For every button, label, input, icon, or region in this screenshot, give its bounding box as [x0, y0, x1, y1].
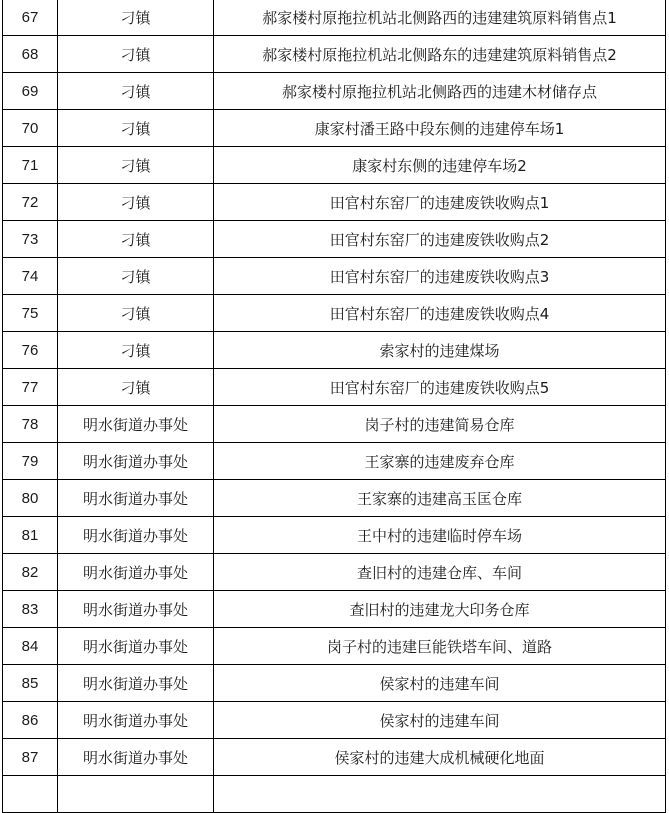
row-description: 田官村东窑厂的违建废铁收购点4: [214, 295, 666, 332]
row-description: 王中村的违建临时停车场: [214, 517, 666, 554]
row-town: 刁镇: [58, 184, 214, 221]
table-row: [3, 332, 666, 369]
row-town: 刁镇: [58, 73, 214, 110]
row-description: 田官村东窑厂的违建废铁收购点5: [214, 369, 666, 406]
row-town: 明水街道办事处: [58, 739, 214, 776]
table-row: [3, 480, 666, 517]
table-row: [3, 628, 666, 665]
table-row: [3, 739, 666, 776]
row-description: 索家村的违建煤场: [214, 332, 666, 369]
row-description: 康家村潘王路中段东侧的违建停车场1: [214, 110, 666, 147]
row-number: 81: [3, 517, 58, 554]
row-description: 郝家楼村原拖拉机站北侧路西的违建建筑原料销售点1: [214, 0, 666, 36]
row-town: 刁镇: [58, 258, 214, 295]
row-number: 84: [3, 628, 58, 665]
row-number: 76: [3, 332, 58, 369]
table-row: [3, 443, 666, 480]
row-number: 74: [3, 258, 58, 295]
table-row: [3, 369, 666, 406]
table-row: [3, 110, 666, 147]
row-town: 刁镇: [58, 369, 214, 406]
row-description: 田官村东窑厂的违建废铁收购点1: [214, 184, 666, 221]
row-town: 明水街道办事处: [58, 665, 214, 702]
table-row: [3, 295, 666, 332]
table-row: [3, 554, 666, 591]
row-town: 明水街道办事处: [58, 443, 214, 480]
row-number: [3, 776, 58, 813]
row-description: 王家寨的违建废弃仓库: [214, 443, 666, 480]
row-number: 80: [3, 480, 58, 517]
row-description: 田官村东窑厂的违建废铁收购点3: [214, 258, 666, 295]
row-description: 查旧村的违建龙大印务仓库: [214, 591, 666, 628]
row-number: 83: [3, 591, 58, 628]
row-number: 69: [3, 73, 58, 110]
row-number: 82: [3, 554, 58, 591]
table-row: [3, 406, 666, 443]
row-description: 康家村东侧的违建停车场2: [214, 147, 666, 184]
row-number: 72: [3, 184, 58, 221]
row-description: 侯家村的违建车间: [214, 702, 666, 739]
row-town: 明水街道办事处: [58, 517, 214, 554]
row-description: 田官村东窑厂的违建废铁收购点2: [214, 221, 666, 258]
table-body: [3, 0, 666, 813]
row-number: 77: [3, 369, 58, 406]
row-number: 75: [3, 295, 58, 332]
table-row: [3, 665, 666, 702]
row-town: 刁镇: [58, 221, 214, 258]
row-town: 刁镇: [58, 110, 214, 147]
row-number: 85: [3, 665, 58, 702]
row-town: 刁镇: [58, 295, 214, 332]
row-town: 明水街道办事处: [58, 406, 214, 443]
row-description: 郝家楼村原拖拉机站北侧路西的违建木材储存点: [214, 73, 666, 110]
row-number: 78: [3, 406, 58, 443]
violation-table: [2, 0, 666, 813]
row-description: 岗子村的违建简易仓库: [214, 406, 666, 443]
table-row: [3, 591, 666, 628]
row-town: 明水街道办事处: [58, 480, 214, 517]
row-town: 明水街道办事处: [58, 702, 214, 739]
row-number: 68: [3, 36, 58, 73]
table-row: [3, 36, 666, 73]
row-town: 刁镇: [58, 332, 214, 369]
table-row: [3, 147, 666, 184]
row-description: 查旧村的违建仓库、车间: [214, 554, 666, 591]
table-row: [3, 517, 666, 554]
row-description: 侯家村的违建大成机械硬化地面: [214, 739, 666, 776]
row-town: 明水街道办事处: [58, 591, 214, 628]
table-row: [3, 184, 666, 221]
row-description: 王家寨的违建高玉匡仓库: [214, 480, 666, 517]
row-description: 岗子村的违建巨能铁塔车间、道路: [214, 628, 666, 665]
row-description: 侯家村的违建车间: [214, 665, 666, 702]
row-number: 79: [3, 443, 58, 480]
row-town: 刁镇: [58, 147, 214, 184]
table-row: [3, 702, 666, 739]
row-description: [214, 776, 666, 813]
row-town: 明水街道办事处: [58, 554, 214, 591]
row-number: 67: [3, 0, 58, 36]
row-number: 71: [3, 147, 58, 184]
row-town: 明水街道办事处: [58, 628, 214, 665]
table-row: [3, 0, 666, 36]
row-number: 70: [3, 110, 58, 147]
row-town: [58, 776, 214, 813]
row-town: 刁镇: [58, 0, 214, 36]
table-row: [3, 221, 666, 258]
row-number: 86: [3, 702, 58, 739]
table-row: [3, 258, 666, 295]
row-number: 73: [3, 221, 58, 258]
row-description: 郝家楼村原拖拉机站北侧路东的违建建筑原料销售点2: [214, 36, 666, 73]
table-row: [3, 776, 666, 813]
row-town: 刁镇: [58, 36, 214, 73]
table-row: [3, 73, 666, 110]
row-number: 87: [3, 739, 58, 776]
